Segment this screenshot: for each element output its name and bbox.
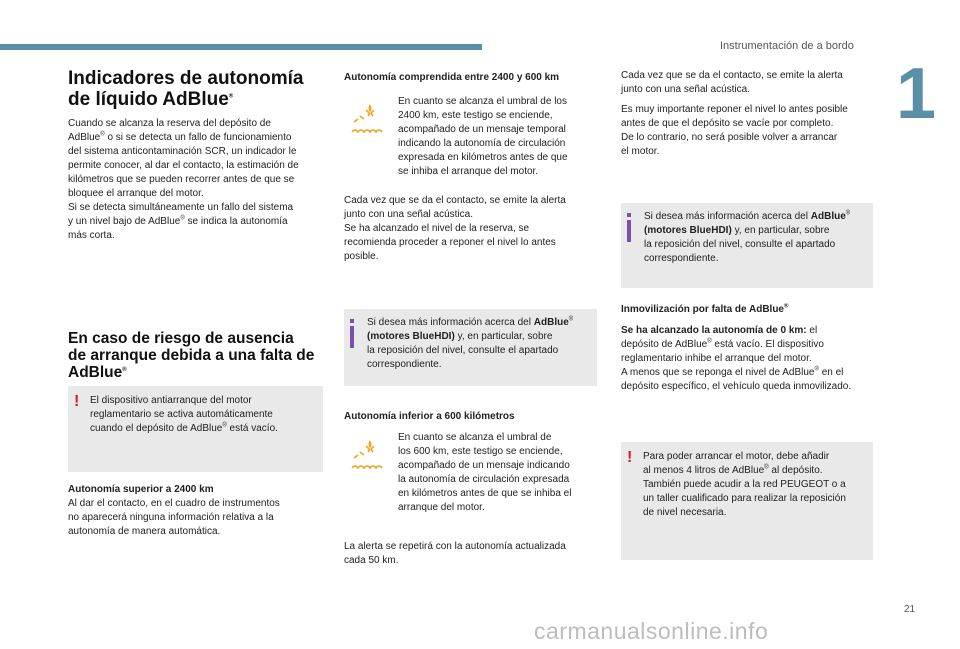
section-title: Instrumentación de a bordo xyxy=(720,40,854,52)
col1-title: Indicadores de autonomía de líquido AdBlue® xyxy=(68,68,304,110)
immobilization-title: Inmovilización por falta de AdBlue® xyxy=(621,303,789,315)
range-title: Autonomía comprendida entre 2400 y 600 km xyxy=(344,72,560,83)
under-600-text: La alerta se repetirá con la autonomía actualizada cada 50 km. xyxy=(344,541,566,566)
over-2400-section: Autonomía superior a 2400 km Al dar el contacto, en el cuadro de instrumentos no aparecerá ninguna información relativa a la autonomía de manera automática. xyxy=(68,484,280,537)
warning-text-col3: Para poder arrancar el motor, debe añadir al menos 4 litros de AdBlue® al depósito. También puede acudir a la red PEUGEOT o a un taller cualificado para realizar la reposición de nivel necesaria. xyxy=(643,451,846,518)
page-number: 21 xyxy=(904,604,916,615)
info-box-col3 xyxy=(621,203,873,288)
adblue-warning-lamp-icon-2 xyxy=(348,436,388,472)
header-bar xyxy=(0,44,482,50)
warning-box xyxy=(68,386,323,472)
warning-icon-2: ! xyxy=(627,449,633,466)
adblue-warning-lamp-icon xyxy=(348,100,388,136)
warning-icon: ! xyxy=(74,393,80,410)
under-600-lamp-text: En cuanto se alcanza el umbral de los 600 km, este testigo se enciende, acompañado de un mensaje indicando la autonomía de circulación expresada en kilómetros antes de que se inhiba el arranque del motor. xyxy=(398,432,572,513)
col1-intro: Cuando se alcanza la reserva del depósito de AdBlue® o si se detecta un fallo de funcionamiento del sistema anticontaminación SCR, un indicador le permite conocer, al dar el contacto, la estimación de kilómetros que se pueden recorrer antes de que se bloquee el arranque del motor. Si se detecta simultáneamente un fallo del sistema y un nivel bajo de AdBlue® se indica la autonomía más corta. xyxy=(68,118,299,241)
chapter-number: 1 xyxy=(896,54,937,134)
info-icon xyxy=(350,319,354,323)
info-box-col2 xyxy=(344,309,597,386)
watermark: carmanualsonline.info xyxy=(534,618,769,644)
col3-top-text: Cada vez que se da el contacto, se emite la alerta junto con una señal acústica. Es muy importante reponer el nivel lo antes posible antes de que el depósito se vacíe por completo. De lo contrario, no será posible volver a arrancar el motor. xyxy=(621,70,848,157)
info-text-col2: Si desea más información acerca del AdBlue® (motores BlueHDI) y, en particular, sobre la reposición del nivel, consulte el apartado correspondiente. xyxy=(367,316,574,370)
warning-text: El dispositivo antiarranque del motor reglamentario se activa automáticamente cuando el depósito de AdBlue® está vacío. xyxy=(90,395,278,434)
warning-box-col3 xyxy=(621,442,873,560)
info-text-col3: Si desea más información acerca del AdBlue® (motores BlueHDI) y, en particular, sobre la reposición del nivel, consulte el apartado correspondiente. xyxy=(644,210,851,264)
info-icon-2 xyxy=(627,213,631,217)
range-text: Cada vez que se da el contacto, se emite la alerta junto con una señal acústica. Se ha alcanzado el nivel de la reserva, se recomienda proceder a reponer el nivel lo antes posible. xyxy=(344,195,566,262)
under-600-title: Autonomía inferior a 600 kilómetros xyxy=(344,411,515,422)
range-lamp-text: En cuanto se alcanza el umbral de los 2400 km, este testigo se enciende, acompañado de un mensaje temporal indicando la autonomía de circulación expresada en kilómetros antes de que se inhiba el arranque del motor. xyxy=(398,96,568,177)
immobilization-text: Se ha alcanzado la autonomía de 0 km: el depósito de AdBlue® está vacío. El dispositivo reglamentario inhibe el arranque del motor. A menos que se reponga el nivel de AdBlue® en el depósito específico, el vehículo queda inmovilizado. xyxy=(621,325,852,392)
col1-section2-title: En caso de riesgo de ausencia de arranque debida a una falta de AdBlue® xyxy=(68,330,315,381)
